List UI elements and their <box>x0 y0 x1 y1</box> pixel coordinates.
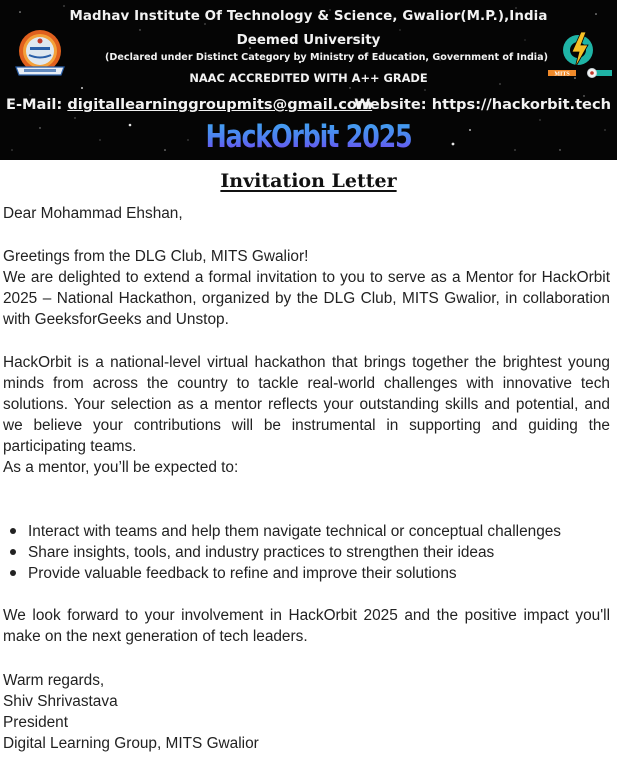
expectations-intro: As a mentor, you’ll be expected to: <box>3 459 239 476</box>
signatory-organization: Digital Learning Group, MITS Gwalior <box>3 735 259 752</box>
closing-paragraph: We look forward to your involvement in HackOrbit 2025 and the positive impact you'll make on the next generation of tech leaders. <box>3 607 610 645</box>
website-link[interactable]: https://hackorbit.tech <box>431 96 611 113</box>
email-label: E-Mail: <box>6 96 63 113</box>
bullet-icon <box>10 549 16 555</box>
greeting-paragraph <box>3 246 610 330</box>
institute-status: Deemed University <box>236 33 381 48</box>
letterhead-banner <box>0 0 617 160</box>
signatory-position: President <box>3 714 69 731</box>
institute-declaration: (Declared under Distinct Category by Ministry of Education, Government of India) <box>105 52 548 63</box>
list-item: Share insights, tools, and industry practices to strengthen their ideas <box>10 542 610 563</box>
document-title <box>0 170 617 192</box>
hackathon-description-paragraph: HackOrbit is a national-level virtual hackathon that brings together the brightest young minds from across the country to tackle real-world challenges with innovative tech solutions. Your selection as a mentor reflects your outstanding skills and potential, and we believe your contributions will be instrumental in supporting and guiding the participating teams. <box>3 354 610 455</box>
accreditation-text: NAAC ACCREDITED WITH A++ GRADE <box>189 71 428 85</box>
event-title: HackOrbit 2025 <box>56 119 562 155</box>
svg-text:MITS: MITS <box>554 71 570 78</box>
greeting-line: Greetings from the DLG Club, MITS Gwalior! <box>3 248 309 265</box>
list-item: Provide valuable feedback to refine and improve their solutions <box>10 563 610 584</box>
signatory-name: Shiv Shrivastava <box>3 693 118 710</box>
bullet-icon <box>10 570 16 576</box>
invitation-paragraph: We are delighted to extend a formal invitation to you to serve as a Mentor for HackOrbit 2025 – National Hackathon, organized by the DLG Club, MITS Gwalior, in collaboration with GeeksforGeeks and Unstop. <box>3 269 610 328</box>
bullet-icon <box>10 528 16 534</box>
website-contact <box>354 96 611 113</box>
document-title-text: Invitation Letter <box>220 170 397 192</box>
website-label: Website: <box>354 96 427 113</box>
email-contact <box>6 96 372 113</box>
signature-block <box>3 670 610 754</box>
sign-off: Warm regards, <box>3 672 105 689</box>
salutation: Dear Mohammad Ehshan, <box>3 205 183 222</box>
list-item: Interact with teams and help them navigate technical or conceptual challenges <box>10 521 610 542</box>
expectations-list <box>10 521 610 584</box>
institute-name: Madhav Institute Of Technology & Science, Gwalior(M.P.),India <box>69 9 548 24</box>
email-link[interactable]: digitallearninggroupmits@gmail.com <box>67 96 373 113</box>
